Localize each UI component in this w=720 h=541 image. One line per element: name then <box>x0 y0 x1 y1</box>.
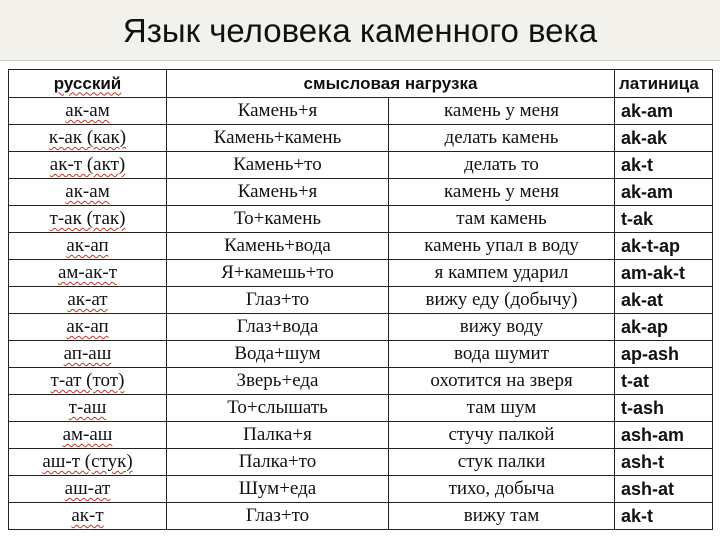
russian-cell <box>9 314 167 341</box>
meaning-cell: То+камень <box>167 206 389 233</box>
meaning-cell: Камень+то <box>167 152 389 179</box>
translation-cell: тихо, добыча <box>389 476 615 503</box>
table-row <box>9 449 713 476</box>
russian-cell <box>9 476 167 503</box>
meaning-cell: Зверь+еда <box>167 368 389 395</box>
translation-cell: вода шумит <box>389 341 615 368</box>
translation-cell: охотится на зверя <box>389 368 615 395</box>
meaning-cell: Глаз+вода <box>167 314 389 341</box>
translation-cell: камень упал в воду <box>389 233 615 260</box>
translation-cell: я кампем ударил <box>389 260 615 287</box>
translation-cell: стук палки <box>389 449 615 476</box>
russian-cell <box>9 260 167 287</box>
russian-word: ак-ап <box>66 316 109 337</box>
table-row <box>9 503 713 530</box>
table-row <box>9 476 713 503</box>
table-row <box>9 179 713 206</box>
meaning-cell: Шум+еда <box>167 476 389 503</box>
russian-cell <box>9 503 167 530</box>
table-row <box>9 152 713 179</box>
latin-cell: ak-t <box>615 503 713 530</box>
latin-cell: ak-ak <box>615 125 713 152</box>
translation-cell: камень у меня <box>389 179 615 206</box>
header-russian: русский <box>9 70 167 98</box>
vocabulary-table <box>8 69 713 530</box>
russian-word: ак-т <box>71 505 104 526</box>
russian-word: т-ат (тот) <box>50 370 125 391</box>
meaning-cell: Глаз+то <box>167 503 389 530</box>
header-latin: латиница <box>615 70 713 98</box>
meaning-cell: Камень+я <box>167 179 389 206</box>
table-row <box>9 260 713 287</box>
document-sheet <box>0 60 720 541</box>
meaning-cell: Палка+я <box>167 422 389 449</box>
russian-word: ак-ап <box>66 235 109 256</box>
meaning-cell: Камень+я <box>167 98 389 125</box>
russian-cell <box>9 449 167 476</box>
russian-cell <box>9 179 167 206</box>
latin-cell: ak-am <box>615 98 713 125</box>
russian-cell <box>9 152 167 179</box>
header-meaning: смысловая нагрузка <box>167 70 615 98</box>
meaning-cell: Вода+шум <box>167 341 389 368</box>
table-row <box>9 314 713 341</box>
russian-word: т-ак (так) <box>49 208 126 229</box>
latin-cell: am-ak-t <box>615 260 713 287</box>
table-row <box>9 206 713 233</box>
translation-cell: там камень <box>389 206 615 233</box>
table-row <box>9 368 713 395</box>
latin-cell: ash-am <box>615 422 713 449</box>
russian-word: ак-т (акт) <box>49 154 126 175</box>
russian-cell <box>9 98 167 125</box>
table-row <box>9 98 713 125</box>
meaning-cell: Камень+камень <box>167 125 389 152</box>
latin-cell: ak-t-ap <box>615 233 713 260</box>
slide-title: Язык человека каменного века <box>122 12 598 49</box>
latin-cell: ak-at <box>615 287 713 314</box>
russian-word: ак-ат <box>67 289 108 310</box>
translation-cell: там шум <box>389 395 615 422</box>
russian-word: аш-т (стук) <box>42 451 133 472</box>
russian-cell <box>9 233 167 260</box>
russian-cell <box>9 287 167 314</box>
table-header-row <box>9 70 713 98</box>
translation-cell: делать камень <box>389 125 615 152</box>
translation-cell: камень у меня <box>389 98 615 125</box>
translation-cell: стучу палкой <box>389 422 615 449</box>
meaning-cell: Камень+вода <box>167 233 389 260</box>
table-row <box>9 422 713 449</box>
russian-word: т-аш <box>68 397 107 418</box>
table-row <box>9 233 713 260</box>
latin-cell: ap-ash <box>615 341 713 368</box>
table-row <box>9 125 713 152</box>
translation-cell: вижу воду <box>389 314 615 341</box>
meaning-cell: То+слышать <box>167 395 389 422</box>
russian-word: ап-аш <box>63 343 112 364</box>
table-row <box>9 287 713 314</box>
translation-cell: вижу еду (добычу) <box>389 287 615 314</box>
meaning-cell: Палка+то <box>167 449 389 476</box>
table-row <box>9 341 713 368</box>
russian-word: ам-аш <box>62 424 113 445</box>
russian-cell <box>9 395 167 422</box>
russian-word: к-ак (как) <box>48 127 127 148</box>
meaning-cell: Я+камешь+то <box>167 260 389 287</box>
latin-cell: ak-t <box>615 152 713 179</box>
russian-word: ам-ак-т <box>57 262 118 283</box>
latin-cell: t-ash <box>615 395 713 422</box>
latin-cell: t-at <box>615 368 713 395</box>
latin-cell: ak-ap <box>615 314 713 341</box>
meaning-cell: Глаз+то <box>167 287 389 314</box>
latin-cell: ak-am <box>615 179 713 206</box>
russian-cell <box>9 368 167 395</box>
table-row <box>9 395 713 422</box>
translation-cell: вижу там <box>389 503 615 530</box>
russian-word: аш-ат <box>64 478 111 499</box>
russian-cell <box>9 341 167 368</box>
russian-word: ак-ам <box>65 100 110 121</box>
russian-cell <box>9 125 167 152</box>
latin-cell: t-ak <box>615 206 713 233</box>
russian-word: ак-ам <box>65 181 110 202</box>
latin-cell: ash-at <box>615 476 713 503</box>
russian-cell <box>9 206 167 233</box>
latin-cell: ash-t <box>615 449 713 476</box>
translation-cell: делать то <box>389 152 615 179</box>
russian-cell <box>9 422 167 449</box>
